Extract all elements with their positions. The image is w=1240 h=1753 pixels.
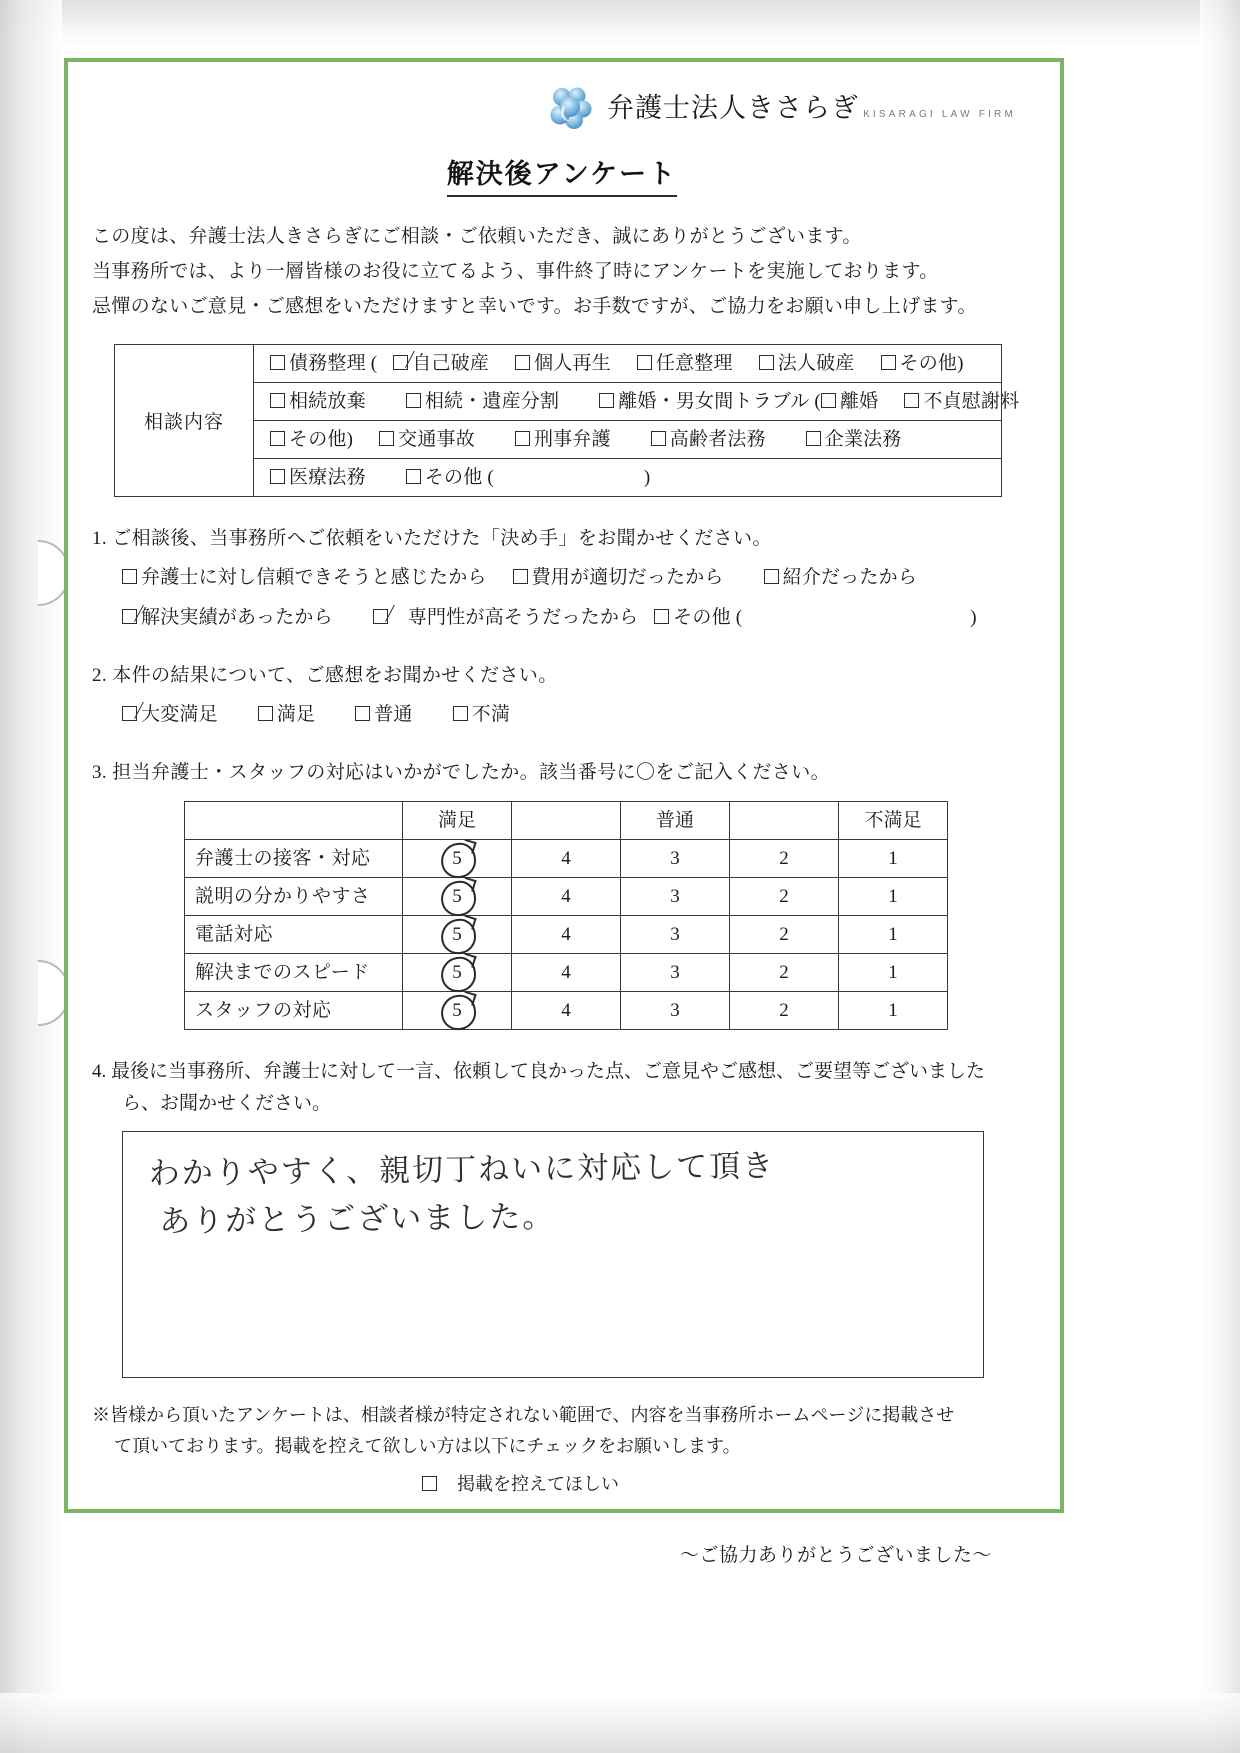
rating-cell-0-5[interactable]	[403, 840, 512, 878]
rating-cell-3-2[interactable]: 2	[730, 954, 839, 992]
rating-header-neutral: 普通	[621, 802, 730, 840]
question-1-options-line-1	[122, 562, 1032, 594]
option-label: 医療法務	[289, 467, 366, 489]
option-label: 高齢者法務	[669, 429, 766, 451]
circle-mark-icon	[439, 840, 479, 880]
scan-shadow-bottom	[0, 1693, 1240, 1753]
checkbox-reasonable-fee[interactable]	[513, 569, 528, 584]
question-4	[92, 1056, 1032, 1119]
rating-cell-0-2[interactable]: 2	[730, 840, 839, 878]
option-label: 紹介だったから	[782, 566, 918, 588]
option-label: 大変満足	[141, 703, 218, 725]
option-label: 普通	[374, 703, 413, 725]
option-label: その他 (	[424, 467, 494, 489]
firm-name: 弁護士法人きさらぎ	[607, 92, 860, 123]
table-row	[185, 954, 948, 992]
option-label: その他)	[899, 353, 964, 375]
checkbox-kojin-saisei[interactable]	[515, 355, 530, 370]
checkbox-sonota-3[interactable]	[406, 469, 421, 484]
question-1-options-line-2	[122, 602, 1032, 634]
checkbox-iryou-houmu[interactable]	[270, 469, 285, 484]
option-label: 満足	[276, 703, 316, 725]
handwritten-line-2: ありがとうございました。	[159, 1198, 556, 1240]
rating-header-spacer-1	[512, 802, 621, 840]
question-2	[92, 660, 1032, 731]
question-4-number: 4.	[92, 1061, 107, 1083]
question-2-options	[122, 699, 1032, 731]
rating-value: 5	[452, 961, 462, 983]
intro-line-2: 当事務所では、より一層皆様のお役に立てるよう、事件終了時にアンケートを実施しております。	[92, 261, 939, 283]
checkbox-saimu-seiri[interactable]	[270, 355, 285, 370]
rating-cell-4-2[interactable]: 2	[730, 992, 839, 1030]
rating-cell-4-1[interactable]: 1	[839, 992, 948, 1030]
question-3-number: 3.	[92, 761, 108, 783]
page-title-wrap	[92, 152, 1032, 197]
document-content	[92, 80, 1032, 1567]
checkbox-trust-lawyer[interactable]	[122, 569, 137, 584]
option-label: 不貞慰謝料	[923, 391, 1020, 413]
rating-value: 5	[452, 847, 462, 869]
rating-row-label-1: 説明の分かりやすさ	[185, 878, 403, 916]
checkbox-jiko-hasan[interactable]	[393, 355, 408, 370]
checkbox-track-record[interactable]	[122, 609, 137, 624]
consultation-content-table	[114, 344, 1020, 497]
rating-cell-4-3[interactable]: 3	[621, 992, 730, 1030]
intro-line-3: 忌憚のないご意見・ご感想をいただけますと幸いです。お手数ですが、ご協力をお願い申し上げます。	[92, 296, 977, 318]
option-label: 交通事故	[398, 429, 475, 451]
table-row	[185, 840, 948, 878]
option-label: 離婚	[839, 391, 879, 413]
closing-thanks: ～ご協力ありがとうございました～	[679, 1545, 992, 1567]
option-label: 相続・遺産分割	[424, 391, 560, 413]
checkbox-souzoku-isan-bunkatsu[interactable]	[406, 393, 421, 408]
rating-cell-2-2[interactable]: 2	[730, 916, 839, 954]
question-2-text: 本件の結果について、ご感想をお聞かせください。	[112, 665, 558, 687]
rating-cell-4-4[interactable]: 4	[512, 992, 621, 1030]
circle-mark-icon	[439, 954, 479, 994]
rating-cell-2-5[interactable]	[403, 916, 512, 954]
rating-cell-3-1[interactable]: 1	[839, 954, 948, 992]
question-3-text: 担当弁護士・スタッフの対応はいかがでしたか。該当番号に〇をご記入ください。	[112, 761, 831, 783]
rating-row-label-4: スタッフの対応	[185, 992, 403, 1030]
question-2-heading	[92, 660, 1032, 692]
checkbox-q1-other[interactable]	[654, 609, 669, 624]
handwritten-answer	[148, 1142, 776, 1246]
consultation-row-1	[254, 345, 1001, 382]
rating-cell-1-4[interactable]: 4	[512, 878, 621, 916]
rating-cell-4-5[interactable]	[403, 992, 512, 1030]
option-label: 自己破産	[412, 353, 490, 375]
rating-value: 5	[452, 999, 462, 1021]
option-label: 企業法務	[824, 429, 902, 451]
option-label: 個人再生	[534, 353, 611, 375]
consultation-content-label: 相談内容	[115, 345, 254, 497]
rating-row-label-2: 電話対応	[185, 916, 403, 954]
scan-shadow-right	[1200, 0, 1240, 1753]
question-1	[92, 523, 1032, 634]
question-4-heading-line-2: ら、お聞かせください。	[122, 1092, 332, 1114]
option-label: 不満	[471, 703, 511, 725]
publication-note-line-2: て頂いております。掲載を控えて欲しい方は以下にチェックをお願いします。	[114, 1436, 741, 1457]
rating-header-dissatisfied: 不満足	[839, 802, 948, 840]
checkbox-dissatisfied[interactable]	[453, 706, 468, 721]
option-label: 弁護士に対し信頼できそうと感じたから	[141, 566, 487, 588]
consultation-row-2	[254, 383, 1020, 420]
rating-header-row	[185, 802, 948, 840]
checkbox-koutsu-jiko[interactable]	[379, 431, 394, 446]
publication-note-line-1: ※皆様から頂いたアンケートは、相談者様が特定されない範囲で、内容を当事務所ホームページに掲載させ	[92, 1404, 955, 1425]
option-paren-close: )	[643, 467, 651, 489]
rating-value: 5	[452, 885, 462, 907]
flower-mark-icon	[547, 85, 593, 131]
checkbox-neutral[interactable]	[355, 706, 370, 721]
rating-cell-0-4[interactable]: 4	[512, 840, 621, 878]
checkbox-keiji-bengo[interactable]	[515, 431, 530, 446]
option-paren-close: )	[970, 607, 977, 629]
option-label: 法人破産	[777, 353, 855, 375]
question-3-heading	[92, 757, 1032, 789]
rating-row-label-3: 解決までのスピード	[185, 954, 403, 992]
free-comment-box[interactable]	[122, 1131, 984, 1378]
rating-row-label-0: 弁護士の接客・対応	[185, 840, 403, 878]
consultation-row-3	[254, 421, 1001, 458]
rating-cell-2-1[interactable]: 1	[839, 916, 948, 954]
checkbox-sonota-2[interactable]	[270, 431, 285, 446]
rating-cell-3-3[interactable]: 3	[621, 954, 730, 992]
checkbox-futei-isharyou[interactable]	[904, 393, 919, 408]
rating-cell-2-4[interactable]: 4	[512, 916, 621, 954]
option-label: 解決実績があったから	[141, 607, 333, 629]
firm-logo	[92, 80, 1032, 136]
option-label: その他)	[289, 429, 354, 451]
intro-line-1: この度は、弁護士法人きさらぎにご相談・ご依頼いただき、誠にありがとうございます。	[92, 226, 862, 247]
consultation-row-4	[254, 459, 1001, 496]
option-label: その他 (	[673, 607, 743, 629]
checkbox-very-satisfied[interactable]	[122, 706, 137, 721]
rating-header-spacer-2	[730, 802, 839, 840]
page-title: 解決後アンケート	[447, 152, 677, 197]
checkbox-nini-seiri[interactable]	[637, 355, 652, 370]
question-1-heading	[92, 523, 1032, 555]
rating-table-wrap	[184, 801, 1032, 1030]
checkbox-expertise[interactable]	[373, 609, 388, 624]
question-1-text: ご相談後、当事務所へご依頼をいただけた「決め手」をお聞かせください。	[112, 528, 772, 550]
rating-cell-2-3[interactable]: 3	[621, 916, 730, 954]
option-label: 相続放棄	[289, 391, 366, 413]
checkbox-sonota-1[interactable]	[881, 355, 896, 370]
handwritten-line-1: わかりやすく、親切丁ねいに対応して頂き	[148, 1148, 776, 1192]
optout-label: 掲載を控えてほしい	[457, 1473, 619, 1494]
checkbox-optout-publication[interactable]	[422, 1476, 437, 1491]
question-1-number: 1.	[92, 528, 108, 550]
question-4-text: 最後に当事務所、弁護士に対して一言、依頼して良かった点、ご意見やご感想、ご要望等ございました	[111, 1061, 986, 1083]
intro-paragraph	[92, 219, 1032, 324]
rating-cell-3-5[interactable]	[403, 954, 512, 992]
optout-row	[422, 1469, 1032, 1501]
firm-name-romaji: KISARAGI LAW FIRM	[863, 108, 1016, 120]
checkbox-referral[interactable]	[764, 569, 779, 584]
checkbox-satisfied[interactable]	[258, 706, 273, 721]
option-label: 専門性が高そうだったから	[407, 607, 639, 629]
circle-mark-icon	[439, 916, 479, 956]
rating-table	[184, 801, 948, 1030]
rating-cell-0-1[interactable]: 1	[839, 840, 948, 878]
checkbox-kigyou-houmu[interactable]	[806, 431, 821, 446]
checkbox-souzoku-houki[interactable]	[270, 393, 285, 408]
checkbox-hojin-hasan[interactable]	[759, 355, 774, 370]
rating-cell-0-3[interactable]: 3	[621, 840, 730, 878]
rating-value: 5	[452, 923, 462, 945]
scan-shadow-left	[0, 0, 62, 1753]
checkbox-rikon-danjokan-trouble[interactable]	[599, 393, 614, 408]
scan-shadow-top	[0, 0, 1240, 46]
checkbox-koureisha-houmu[interactable]	[651, 431, 666, 446]
option-label: 任意整理	[655, 353, 733, 375]
rating-cell-1-2[interactable]: 2	[730, 878, 839, 916]
rating-cell-1-1[interactable]: 1	[839, 878, 948, 916]
rating-corner-cell	[185, 802, 403, 840]
table-row	[185, 916, 948, 954]
rating-cell-1-5[interactable]	[403, 878, 512, 916]
option-label: 離婚・男女間トラブル (	[618, 391, 821, 413]
table-row	[185, 878, 948, 916]
circle-mark-icon	[439, 992, 479, 1032]
rating-cell-1-3[interactable]: 3	[621, 878, 730, 916]
question-4-heading-line-1	[92, 1056, 1032, 1087]
circle-mark-icon	[439, 878, 479, 918]
checkbox-rikon[interactable]	[821, 393, 836, 408]
table-row	[185, 992, 948, 1030]
publication-note	[92, 1400, 1032, 1501]
rating-cell-3-4[interactable]: 4	[512, 954, 621, 992]
option-label: 刑事弁護	[533, 429, 611, 451]
option-label: 費用が適切だったから	[531, 566, 724, 588]
option-label: 債務整理 (	[289, 353, 378, 375]
question-3	[92, 757, 1032, 1030]
question-2-number: 2.	[92, 665, 108, 687]
rating-header-satisfied: 満足	[403, 802, 512, 840]
